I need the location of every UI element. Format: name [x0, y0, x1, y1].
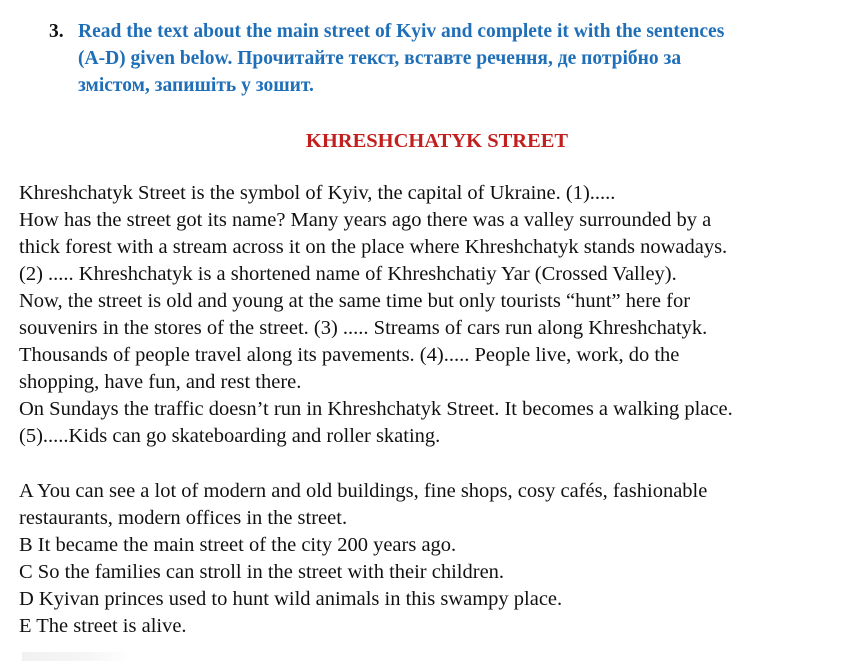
option-line: D Kyivan princes used to hunt wild animals in this swampy place. [19, 588, 563, 610]
reading-passage [19, 180, 859, 450]
option-line: C So the families can stroll in the street with their children. [19, 561, 505, 583]
cropped-text-remnant [22, 652, 132, 661]
instruction-line: змістом, запишіть у зошит. [78, 75, 314, 96]
passage-line: Now, the street is old and young at the same time but only tourists “hunt” here for [19, 290, 691, 312]
passage-line: (2) ..... Khreshchatyk is a shortened name of Khreshchatiy Yar (Crossed Valley). [19, 263, 677, 285]
option-line: restaurants, modern offices in the street. [19, 507, 348, 529]
option-line: B It became the main street of the city 200 years ago. [19, 534, 457, 556]
passage-line: (5).....Kids can go skateboarding and roller skating. [19, 425, 441, 447]
passage-line: thick forest with a stream across it on the place where Khreshchatyk stands nowadays. [19, 236, 728, 258]
passage-line: Khreshchatyk Street is the symbol of Kyiv, the capital of Ukraine. (1)..... [19, 182, 616, 204]
passage-line: souvenirs in the stores of the street. (3) ..... Streams of cars run along Khreshchatyk. [19, 317, 708, 339]
passage-line: Thousands of people travel along its pavements. (4)..... People live, work, do the [19, 344, 680, 366]
passage-line: On Sundays the traffic doesn’t run in Khreshchatyk Street. It becomes a walking place. [19, 398, 733, 420]
text-title: KHRESHCHATYK STREET [305, 130, 569, 152]
instruction-line: Read the text about the main street of Kyiv and complete it with the sentences [78, 21, 725, 42]
option-line: A You can see a lot of modern and old buildings, fine shops, cosy cafés, fashionable [19, 480, 708, 502]
option-line: E The street is alive. [19, 615, 187, 637]
task-instruction [78, 18, 860, 99]
passage-line: shopping, have fun, and rest there. [19, 371, 302, 393]
passage-line: How has the street got its name? Many years ago there was a valley surrounded by a [19, 209, 712, 231]
task-number: 3. [49, 21, 64, 42]
instruction-line: (A-D) given below. Прочитайте текст, вставте речення, де потрібно за [78, 48, 682, 69]
answer-options [19, 478, 859, 640]
